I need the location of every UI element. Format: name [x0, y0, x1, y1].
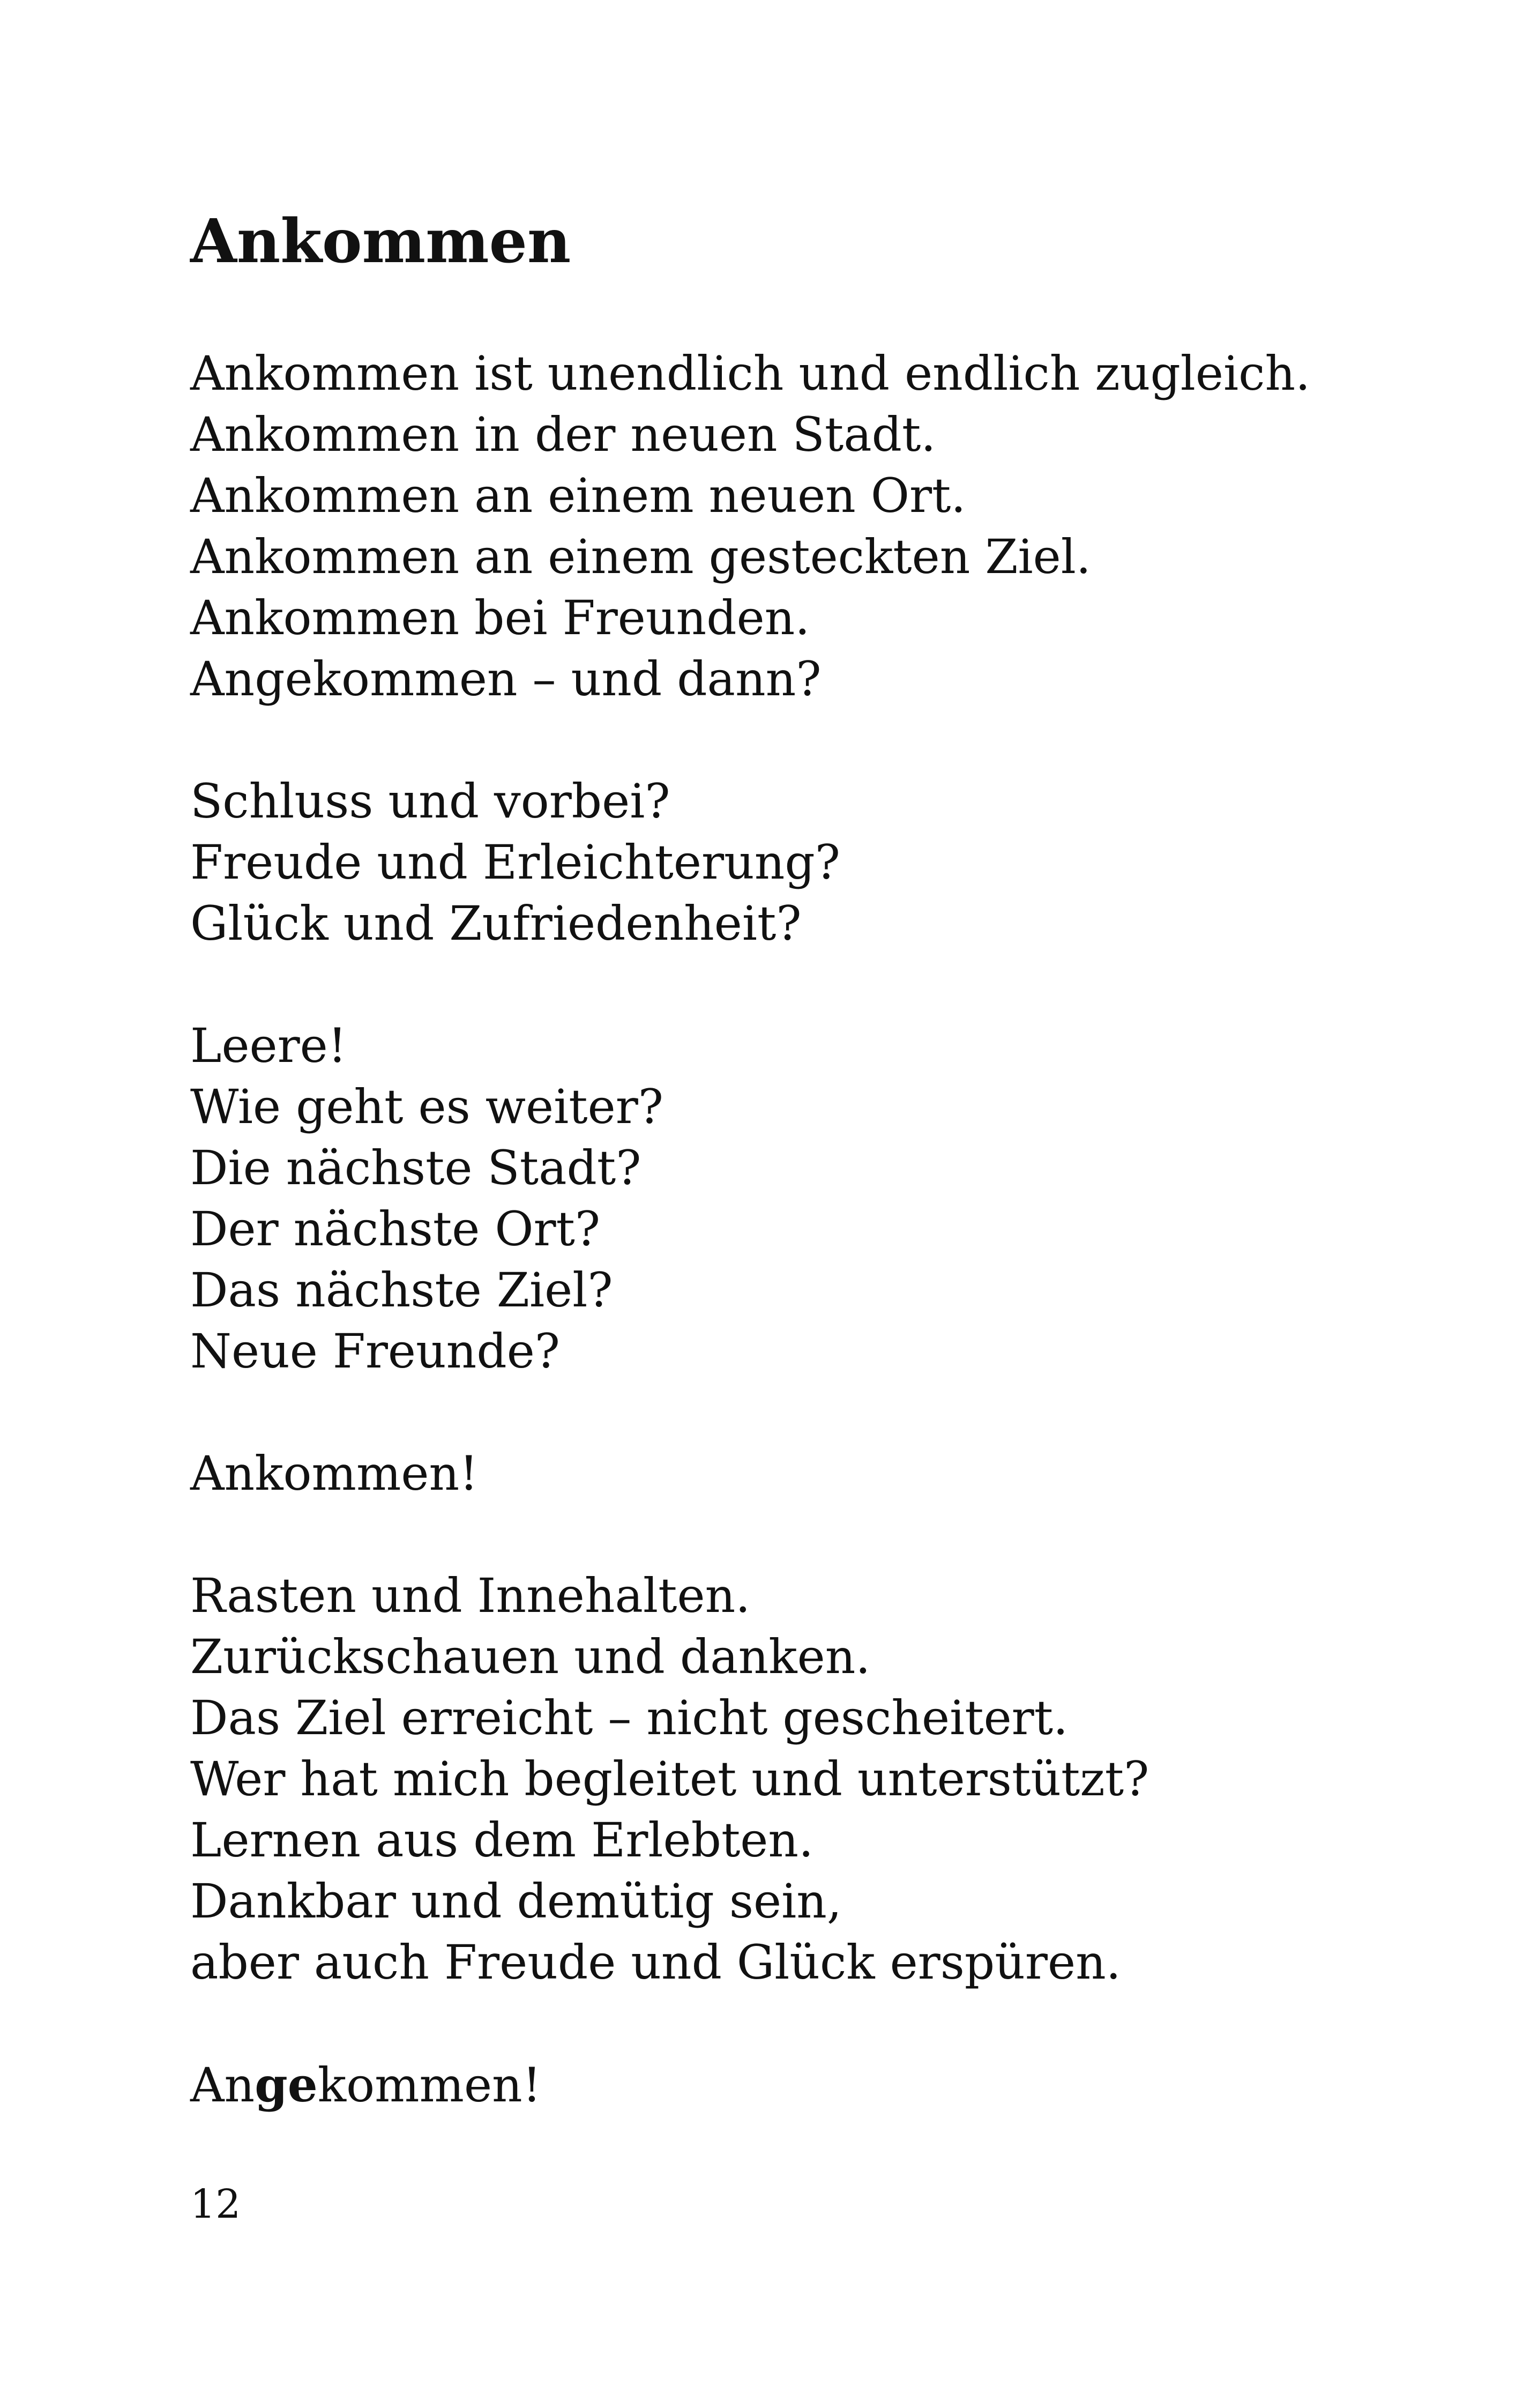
poem-line: Neue Freunde? — [190, 1324, 560, 1379]
stanza-2 — [190, 771, 1310, 954]
poem-line: Der nächste Ort? — [190, 1201, 601, 1257]
page-number: 12 — [190, 2181, 241, 2227]
stanza-3 — [190, 1015, 1310, 1382]
final-poem-line — [190, 2054, 1310, 2116]
poem-line: Glück und Zufriedenheit? — [190, 896, 802, 951]
poem-line: Schluss und vorbei? — [190, 774, 670, 829]
poem-line: Dankbar und demütig sein, — [190, 1874, 842, 1929]
final-line-emphasis: ge — [255, 2057, 318, 2113]
poem-line: Wie geht es weiter? — [190, 1079, 663, 1134]
final-line-start: An — [190, 2057, 255, 2113]
poem-body — [190, 343, 1310, 2116]
poem-line: Wer hat mich begleitet und unterstützt? — [190, 1751, 1149, 1807]
stanza-1 — [190, 343, 1310, 710]
stanza-5 — [190, 1565, 1310, 1993]
poem-title: Ankommen — [190, 206, 571, 277]
poem-line: Zurückschauen und danken. — [190, 1629, 871, 1684]
poem-line: Die nächste Stadt? — [190, 1140, 641, 1195]
poem-line: Leere! — [190, 1018, 347, 1073]
poem-line: Ankommen in der neuen Stadt. — [190, 407, 936, 462]
poem-line: aber auch Freude und Glück erspüren. — [190, 1935, 1121, 1990]
poem-line: Das Ziel erreicht – nicht gescheitert. — [190, 1690, 1069, 1745]
poem-line: Ankommen ist unendlich und endlich zugleich. — [190, 346, 1311, 401]
final-line-end: kommen! — [317, 2057, 542, 2113]
poem-line: Lernen aus dem Erlebten. — [190, 1812, 814, 1868]
stanza-6 — [190, 2054, 1310, 2116]
stanza-4 — [190, 1443, 1310, 1504]
poem-line: Rasten und Innehalten. — [190, 1568, 751, 1623]
poem-line: Freude und Erleichterung? — [190, 835, 840, 890]
poem-line: Ankommen an einem neuen Ort. — [190, 468, 966, 523]
poem-line: Ankommen an einem gesteckten Ziel. — [190, 529, 1091, 584]
poem-line: Angekommen – und dann? — [190, 651, 822, 707]
poem-line: Ankommen bei Freunden. — [190, 590, 810, 645]
poem-line: Ankommen! — [190, 1446, 479, 1501]
poem-line: Das nächste Ziel? — [190, 1262, 613, 1318]
